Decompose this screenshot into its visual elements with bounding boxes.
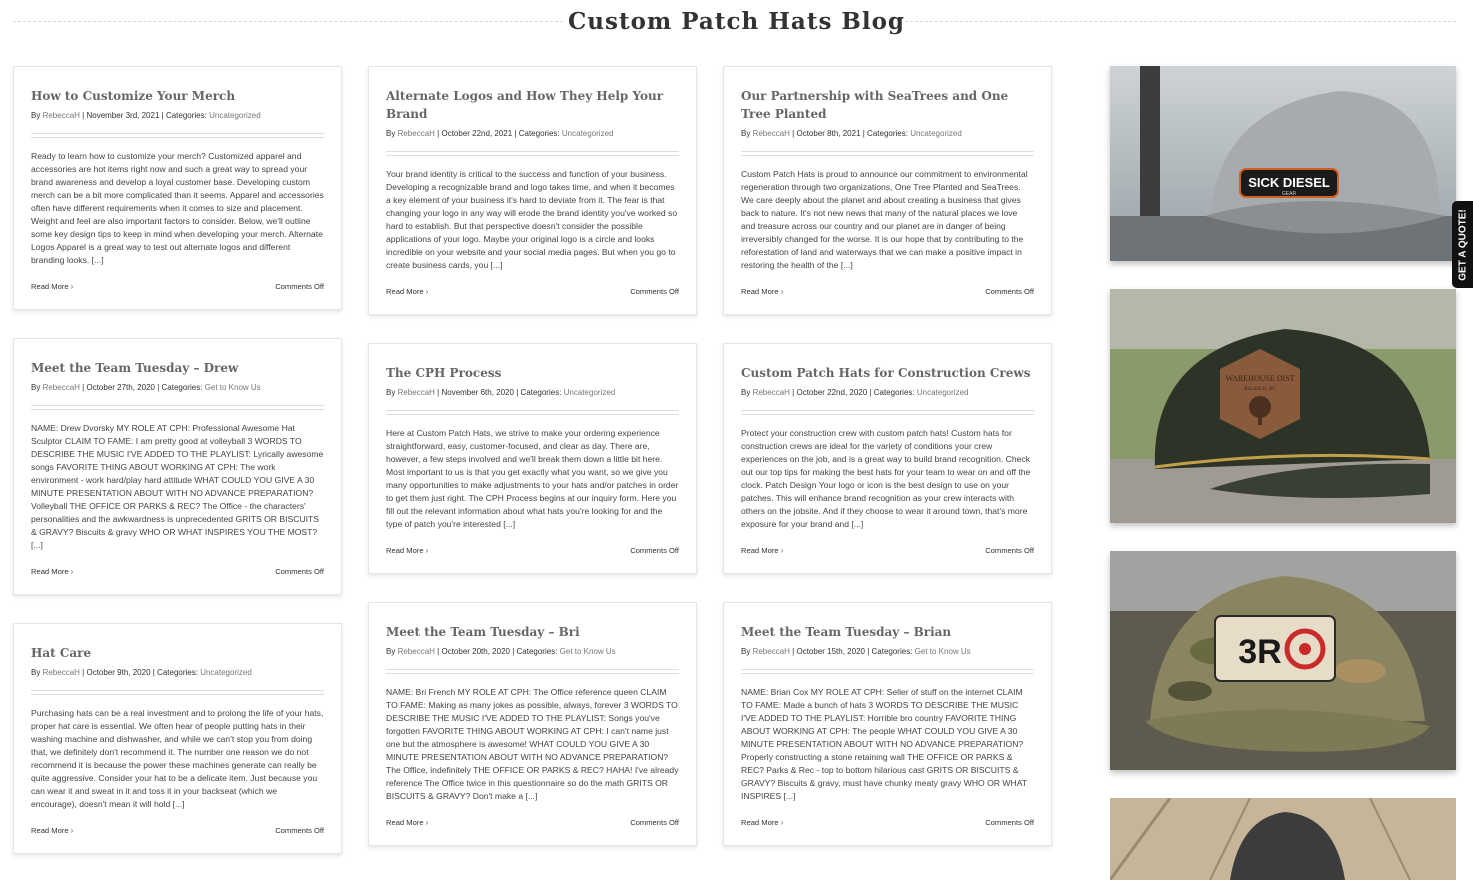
post-meta: By RebeccaH | October 27th, 2020 | Categories: Get to Know Us bbox=[31, 383, 261, 392]
post-title-link[interactable]: Meet the Team Tuesday – Drew bbox=[31, 361, 239, 375]
post-date: October 27th, 2020 bbox=[86, 383, 155, 392]
post-meta: By RebeccaH | November 3rd, 2021 | Categories: Uncategorized bbox=[31, 111, 261, 120]
post-card bbox=[13, 66, 342, 310]
post-date: October 22nd, 2021 bbox=[441, 129, 513, 138]
read-more-link[interactable]: Read More › bbox=[31, 826, 74, 835]
author-link[interactable]: RebeccaH bbox=[42, 383, 80, 392]
category-link[interactable]: Uncategorized bbox=[200, 668, 252, 677]
divider bbox=[386, 410, 679, 415]
author-link[interactable]: RebeccaH bbox=[397, 129, 435, 138]
divider bbox=[31, 133, 324, 138]
posts-column-3 bbox=[723, 66, 1052, 874]
read-more-link[interactable]: Read More › bbox=[741, 546, 784, 555]
post-date: October 15th, 2020 bbox=[796, 647, 865, 656]
post-card bbox=[13, 338, 342, 595]
chevron-right-icon: › bbox=[425, 546, 429, 555]
read-more-link[interactable]: Read More › bbox=[741, 287, 784, 296]
author-link[interactable]: RebeccaH bbox=[752, 388, 790, 397]
comments-status: Comments Off bbox=[985, 818, 1034, 827]
post-excerpt: Ready to learn how to customize your merch? Customized apparel and accessories are hot items right now and such a great way to spread your brand awareness and develop a loyal customer base. Developing custom merch can be a bit more complicated than it seems. Apparel and accessories often have different requirements when it comes to size and placement. Weight and feel are also important factors to consider. Below, we'll outline some key design tips to keep in mind when developing your merch. Alternate Logos Apparel is a great way to test out alternate logos and different branding looks. [...] bbox=[31, 151, 324, 265]
post-title-link[interactable]: Custom Patch Hats for Construction Crews bbox=[741, 366, 1031, 380]
post-card bbox=[723, 66, 1052, 315]
post-meta: By RebeccaH | November 6th, 2020 | Categories: Uncategorized bbox=[386, 388, 616, 397]
post-meta: By RebeccaH | October 8th, 2021 | Categories: Uncategorized bbox=[741, 129, 962, 138]
hat-photo-4 bbox=[1110, 798, 1456, 880]
patch-subtext: RALEIGH, NC bbox=[1244, 387, 1276, 392]
post-meta: By RebeccaH | October 22nd, 2021 | Categories: Uncategorized bbox=[386, 129, 614, 138]
post-excerpt: NAME: Bri French MY ROLE AT CPH: The Office reference queen CLAIM TO FAME: Making as many jokes as possible, always, forever 3 WORDS TO DESCRIBE THE MUSIC I'VE ADDED TO THE PLAYLIST: Songs you've forgotten FAVORITE THING ABOUT WORKING AT CPH: I can't name just one but the atmosphere is awesome! WHAT COULD YOU GIVE A 30 MINUTE PRESENTATION ABOUT WITH NO ADVANCE PREPARATION? The Office, indefinitely THE OFFICE OR PARKS & REC? HAHA! I've already reference The Office twice in this questionnaire so do the math GRITS OR BISCUITS & GRAVY? Don't make a [...] bbox=[386, 687, 679, 801]
post-date: November 3rd, 2021 bbox=[86, 111, 160, 120]
header-divider-right bbox=[905, 21, 1456, 22]
post-meta: By RebeccaH | October 9th, 2020 | Categories: Uncategorized bbox=[31, 668, 252, 677]
post-date: October 20th, 2020 bbox=[441, 647, 510, 656]
page-title: Custom Patch Hats Blog bbox=[567, 8, 906, 35]
patch-text: 3R bbox=[1238, 633, 1282, 671]
category-link[interactable]: Get to Know Us bbox=[204, 383, 261, 392]
camo-trucker-hat-image[interactable] bbox=[1110, 551, 1456, 770]
post-date: November 6th, 2020 bbox=[441, 388, 514, 397]
read-more-link[interactable]: Read More › bbox=[31, 282, 74, 291]
hat-photo-1 bbox=[1110, 66, 1456, 261]
post-excerpt: NAME: Drew Dvorsky MY ROLE AT CPH: Professional Awesome Hat Sculptor CLAIM TO FAME: I am pretty good at volleyball 3 WORDS TO DESCRIBE THE MUSIC I'VE ADDED TO THE PLAYLIST: Lyrically awesome songs FAVORITE THING ABOUT WORKING AT CPH: The work environment - work hard/play hard attitude WHAT COULD YOU GIVE A 30 MINUTE PRESENTATION ABOUT WITH NO ADVANCE PREPARATION? Volleyball THE OFFICE OR PARKS & REC? The Office - the characters' personalities and the awkwardness is unprecedented GRITS OR BISCUITS & GRAVY? Biscuits & gravy WHO OR WHAT INSPIRES YOU THE MOST? [...] bbox=[31, 423, 324, 550]
post-card bbox=[723, 602, 1052, 846]
olive-rope-hat-image[interactable] bbox=[1110, 289, 1456, 523]
divider bbox=[31, 405, 324, 410]
gray-beanie-image[interactable] bbox=[1110, 798, 1456, 880]
post-excerpt: Here at Custom Patch Hats, we strive to make your ordering experience straightforward, easy, customer-focused, and clear as day. There are, however, a few steps involved and we'll break them down a little bit here. Most important to us is that you get exactly what you want, so we give you many opportunities to make adjustments to your hats and/or patches in order to get them just right. The CPH Process begins at our inquiry form. Here you fill out the relevant information about what hats you're looking for and the type of patch you're interested [...] bbox=[386, 428, 679, 529]
post-excerpt: Purchasing hats can be a real investment and to prolong the life of your hats, proper hat care is essential. We often hear of people putting hats in their washing machine and dishwasher, and while we can't stop you from doing that, we definitely don't recommend it. The number one reason we do not recommend it is because the power these machines generate can really be quite aggressive. Consider your hat to be a delicate item. Just because you can wear it and sweat in it and toss it in your backseat (which we encourage), doesn't mean it will hold [...] bbox=[31, 708, 324, 809]
post-date: October 22nd, 2020 bbox=[796, 388, 868, 397]
chevron-right-icon: › bbox=[70, 282, 74, 291]
divider bbox=[386, 669, 679, 674]
posts-column-2 bbox=[368, 66, 697, 874]
chevron-right-icon: › bbox=[70, 567, 74, 576]
post-excerpt: Custom Patch Hats is proud to announce our commitment to environmental regeneration through two organizations, One Tree Planted and SeaTrees. We care deeply about the planet and about creating a business that gives back to nature. It's not new news that many of the natural places we love and treasure across our country and our planet are in danger of being irreversibly changed for the worse. It is our hope that by contributing to the reforestation of land and waterways that we can make a positive impact in restoring the health of the [...] bbox=[741, 169, 1028, 270]
read-more-link[interactable]: Read More › bbox=[386, 287, 429, 296]
comments-status: Comments Off bbox=[275, 567, 324, 576]
post-date: October 8th, 2021 bbox=[796, 129, 861, 138]
post-card bbox=[368, 343, 697, 574]
author-link[interactable]: RebeccaH bbox=[397, 647, 435, 656]
comments-status: Comments Off bbox=[275, 826, 324, 835]
category-link[interactable]: Uncategorized bbox=[561, 129, 614, 138]
patch-text: SICK DIESEL bbox=[1248, 175, 1330, 190]
author-link[interactable]: RebeccaH bbox=[752, 647, 790, 656]
author-link[interactable]: RebeccaH bbox=[397, 388, 435, 397]
category-link[interactable]: Uncategorized bbox=[916, 388, 969, 397]
gray-snapback-hat-image[interactable] bbox=[1110, 66, 1456, 261]
author-link[interactable]: RebeccaH bbox=[752, 129, 790, 138]
comments-status: Comments Off bbox=[630, 818, 679, 827]
category-link[interactable]: Uncategorized bbox=[209, 111, 261, 120]
read-more-link[interactable]: Read More › bbox=[31, 567, 74, 576]
comments-status: Comments Off bbox=[985, 546, 1034, 555]
post-card bbox=[368, 66, 697, 315]
category-link[interactable]: Uncategorized bbox=[910, 129, 962, 138]
post-meta: By RebeccaH | October 15th, 2020 | Categories: Get to Know Us bbox=[741, 647, 971, 656]
comments-status: Comments Off bbox=[630, 546, 679, 555]
read-more-link[interactable]: Read More › bbox=[386, 818, 429, 827]
get-a-quote-tab[interactable]: GET A QUOTE! bbox=[1452, 201, 1473, 288]
post-title-link[interactable]: The CPH Process bbox=[386, 366, 502, 380]
category-link[interactable]: Get to Know Us bbox=[914, 647, 971, 656]
chevron-right-icon: › bbox=[780, 818, 784, 827]
post-title-link[interactable]: Alternate Logos and How They Help Your Brand bbox=[386, 89, 664, 121]
post-meta: By RebeccaH | October 20th, 2020 | Categories: Get to Know Us bbox=[386, 647, 616, 656]
post-title-link[interactable]: Hat Care bbox=[31, 646, 92, 660]
post-excerpt: Your brand identity is critical to the success and function of your business. Developing a recognizable brand and logo takes time, and when it becomes a key element of your business it's hard to deviate from it. The fear is that changing your logo in any way will erode the brand identity you've worked so hard to establish. But that perspective doesn't consider the possible applications of your logo. Maybe your original logo is a circle and looks incredible on your website and your social media pages. But when you go to create business cards, you [...] bbox=[386, 169, 678, 270]
post-card bbox=[723, 343, 1052, 574]
chevron-right-icon: › bbox=[780, 546, 784, 555]
author-link[interactable]: RebeccaH bbox=[42, 111, 80, 120]
divider bbox=[741, 669, 1034, 674]
divider bbox=[31, 690, 324, 695]
post-title-link[interactable]: How to Customize Your Merch bbox=[31, 89, 236, 103]
author-link[interactable]: RebeccaH bbox=[42, 668, 80, 677]
hat-photo-2 bbox=[1110, 289, 1456, 523]
read-more-link[interactable]: Read More › bbox=[741, 818, 784, 827]
comments-status: Comments Off bbox=[275, 282, 324, 291]
divider bbox=[741, 410, 1034, 415]
post-excerpt: NAME: Brian Cox MY ROLE AT CPH: Seller of stuff on the internet CLAIM TO FAME: Made a bunch of hats 3 WORDS TO DESCRIBE THE MUSIC I'VE ADDED TO THE PLAYLIST: Horrible bro country FAVORITE THING ABOUT WORKING AT CPH: The people WHAT COULD YOU GIVE A 30 MINUTE PRESENTATION ABOUT WITH NO ADVANCE PREPARATION? Properly constructing a stone retaining wall THE OFFICE OR PARKS & REC? Parks & Rec - top to bottom hilarious cast GRITS OR BISCUITS & GRAVY? Biscuits & gravy, must have chunky meaty gravy WHO OR WHAT INSPIRES [...] bbox=[741, 687, 1027, 801]
post-card bbox=[13, 623, 342, 854]
read-more-link[interactable]: Read More › bbox=[386, 546, 429, 555]
post-date: October 9th, 2020 bbox=[86, 668, 151, 677]
chevron-right-icon: › bbox=[780, 287, 784, 296]
blog-header bbox=[0, 0, 1473, 46]
comments-status: Comments Off bbox=[630, 287, 679, 296]
category-link[interactable]: Get to Know Us bbox=[559, 647, 616, 656]
patch-subtext: GEAR bbox=[1281, 191, 1297, 197]
chevron-right-icon: › bbox=[425, 287, 429, 296]
comments-status: Comments Off bbox=[985, 287, 1034, 296]
post-card bbox=[368, 602, 697, 846]
hat-photo-3 bbox=[1110, 551, 1456, 770]
post-title-link[interactable]: Meet the Team Tuesday – Bri bbox=[386, 625, 580, 639]
post-excerpt: Protect your construction crew with custom patch hats! Custom hats for construction crews are ideal for the variety of conditions your crew experiences on the job, and is a great way to build brand recognition. Check out our top tips for making the best hats for your team to wear on and off the clock. Patch Design Your logo or icon is the best design to use on your patches. This will enhance brand recognition as your crew interacts with others on the jobsite. And if they choose to wear it around town, that's more exposure for your brand and [...] bbox=[741, 428, 1031, 529]
post-meta: By RebeccaH | October 22nd, 2020 | Categories: Uncategorized bbox=[741, 388, 969, 397]
patch-text: WAREHOUSE DIST bbox=[1225, 374, 1295, 383]
divider bbox=[741, 151, 1034, 156]
chevron-right-icon: › bbox=[70, 826, 74, 835]
divider bbox=[386, 151, 679, 156]
posts-column-1 bbox=[13, 66, 342, 882]
category-link[interactable]: Uncategorized bbox=[563, 388, 616, 397]
post-title-link[interactable]: Our Partnership with SeaTrees and One Tree Planted bbox=[741, 89, 1009, 121]
chevron-right-icon: › bbox=[425, 818, 429, 827]
post-title-link[interactable]: Meet the Team Tuesday – Brian bbox=[741, 625, 952, 639]
